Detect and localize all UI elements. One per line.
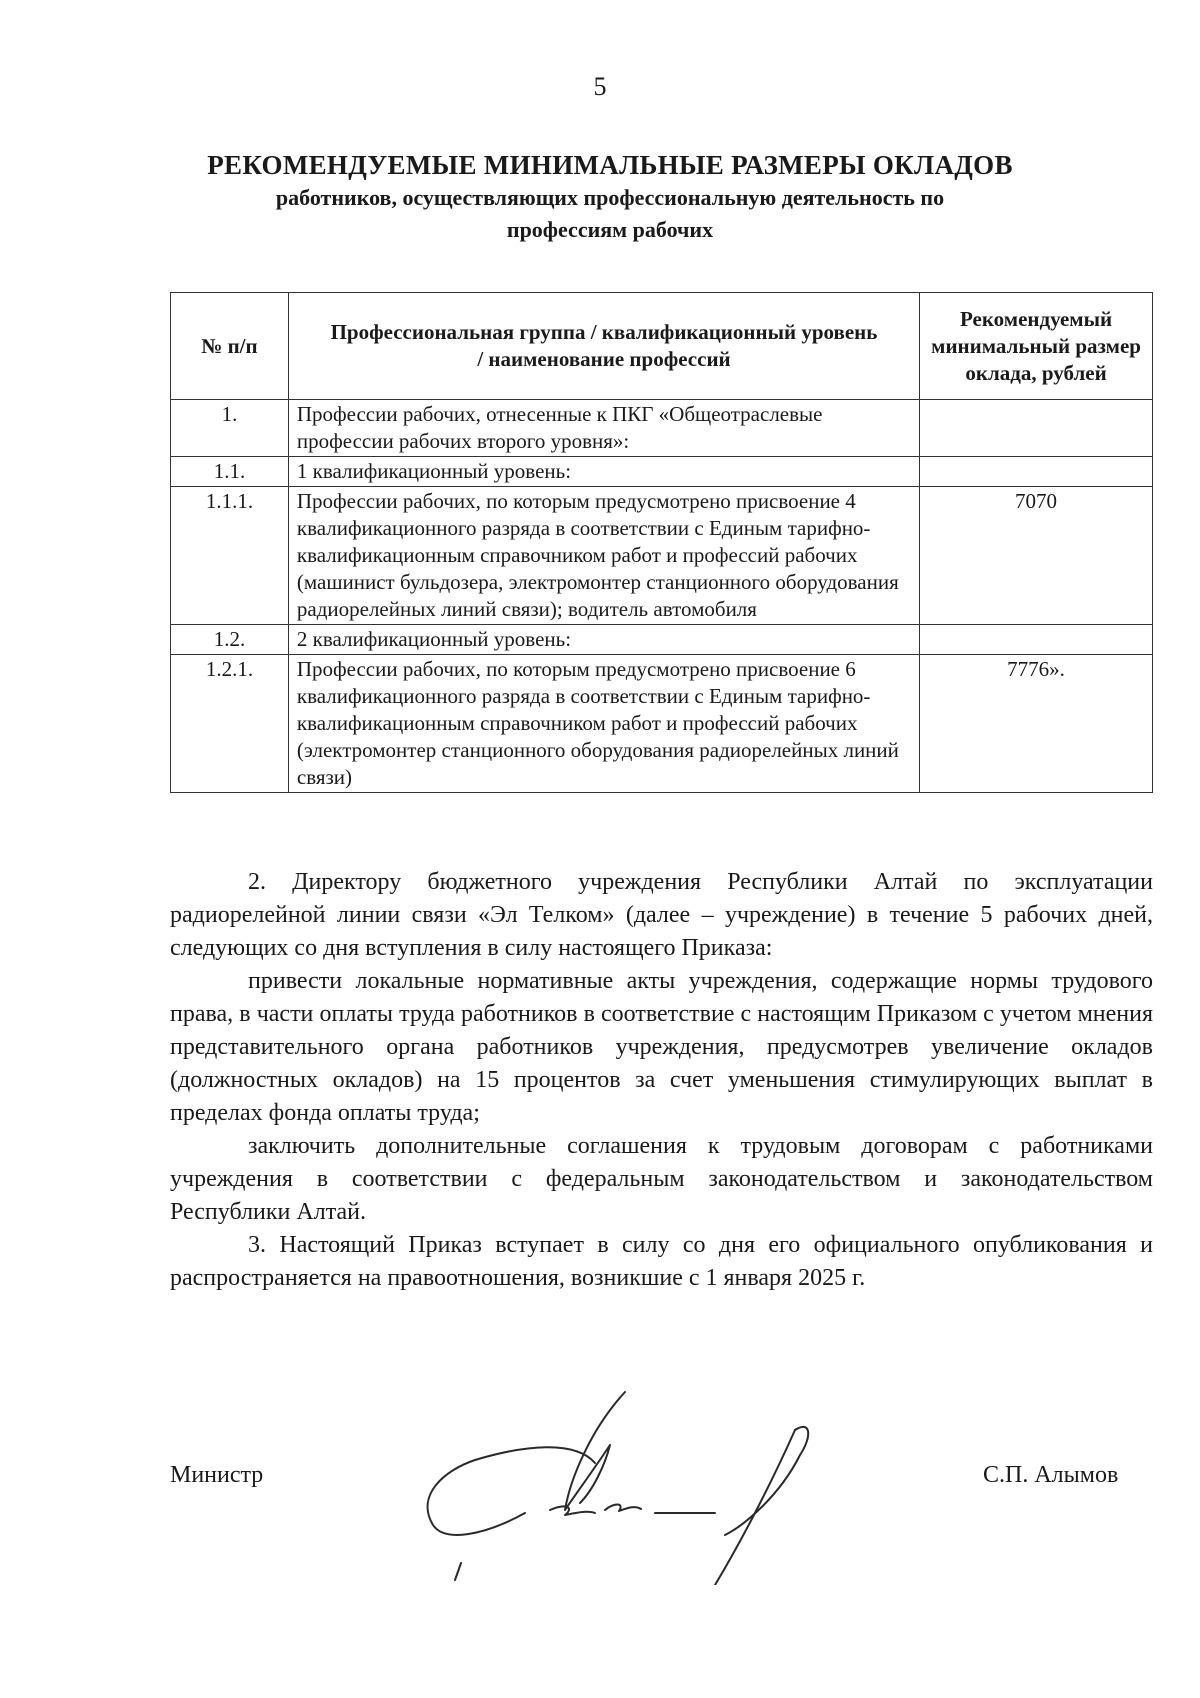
row-num: 1.2. — [171, 625, 289, 655]
signatory-name: С.П. Алымов — [983, 1462, 1119, 1488]
table-row — [171, 487, 1153, 625]
row-num: 1. — [171, 400, 289, 457]
row-salary — [920, 457, 1153, 487]
heading-title: РЕКОМЕНДУЕМЫЕ МИНИМАЛЬНЫЕ РАЗМЕРЫ ОКЛАДОВ — [207, 150, 1013, 180]
heading-subtitle-line2: профессиям рабочих — [506, 217, 714, 242]
page-number: 5 — [593, 72, 607, 101]
row-name: 1 квалификационный уровень: — [288, 457, 919, 487]
body-text — [170, 866, 1153, 1295]
row-salary: 7070 — [920, 487, 1153, 625]
header-salary: Рекомендуемый минимальный размер оклада, рублей — [920, 293, 1153, 400]
table-header-row — [171, 293, 1153, 400]
header-num: № п/п — [171, 293, 289, 400]
salary-table — [170, 292, 1153, 793]
paragraph-2: 2. Директору бюджетного учреждения Республики Алтай по эксплуатации радиорелейной линии связи «Эл Телком» (далее – учреждение) в течение 5 рабочих дней, следующих со дня вступления в силу настоящего Приказа: — [170, 869, 1153, 961]
row-num: 1.2.1. — [171, 655, 289, 793]
table-row — [171, 655, 1153, 793]
row-name: Профессии рабочих, по которым предусмотрено присвоение 4 квалификационного разряда в соответствии с Единым тарифно-квалификационным справочником работ и профессий рабочих (машинист бульдозера, электромонтер станционного оборудования радиорелейных линий связи); водитель автомобиля — [288, 487, 919, 625]
document-heading — [150, 148, 1070, 246]
row-salary: 7776». — [920, 655, 1153, 793]
handwritten-signature — [415, 1385, 865, 1585]
header-name: Профессиональная группа / квалификационный уровень / наименование профессий — [288, 293, 919, 400]
row-salary — [920, 400, 1153, 457]
row-name: 2 квалификационный уровень: — [288, 625, 919, 655]
paragraph-instruction-2: заключить дополнительные соглашения к трудовым договорам с работниками учреждения в соответствии с федеральным законодательством и законодательством Республики Алтай. — [170, 1133, 1153, 1225]
table-row — [171, 400, 1153, 457]
paragraph-3: 3. Настоящий Приказ вступает в силу со дня его официального опубликования и распространяется на правоотношения, возникшие с 1 января 2025 г. — [170, 1232, 1153, 1291]
table-row — [171, 625, 1153, 655]
row-name: Профессии рабочих, по которым предусмотрено присвоение 6 квалификационного разряда в соответствии с Единым тарифно-квалификационным справочником работ и профессий рабочих (электромонтер станционного оборудования радиорелейных линий связи) — [288, 655, 919, 793]
row-num: 1.1.1. — [171, 487, 289, 625]
paragraph-instruction-1: привести локальные нормативные акты учреждения, содержащие нормы трудового права, в части оплаты труда работников в соответствие с настоящим Приказом с учетом мнения представительного органа работников учреждения, предусмотрев увеличение окладов (должностных окладов) на 15 процентов за счет уменьшения стимулирующих выплат в пределах фонда оплаты труда; — [170, 968, 1153, 1126]
row-num: 1.1. — [171, 457, 289, 487]
table-row — [171, 457, 1153, 487]
row-salary — [920, 625, 1153, 655]
row-name: Профессии рабочих, отнесенные к ПКГ «Общеотраслевые профессии рабочих второго уровня»: — [288, 400, 919, 457]
heading-subtitle-line1: работников, осуществляющих профессиональную деятельность по — [275, 185, 945, 210]
signatory-position: Министр — [170, 1462, 264, 1488]
